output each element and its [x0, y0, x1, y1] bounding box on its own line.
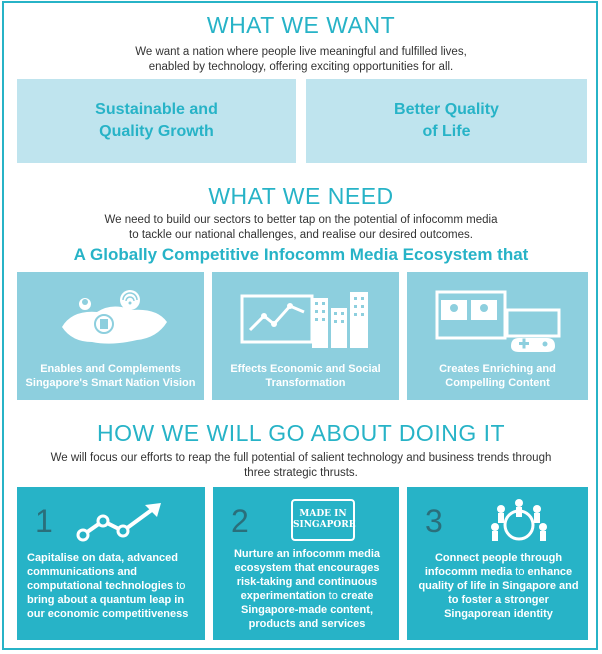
thrust-1-bold: Capitalise on data, advanced communications and computational technologies — [27, 552, 178, 592]
need-card-1-line1: Enables and Complements — [40, 363, 181, 375]
thrust-2-connector: to — [325, 590, 341, 602]
made-in-singapore-stamp — [291, 499, 355, 541]
thrust-3-connector: to — [512, 566, 528, 578]
want-description-line2: enabled by technology, offering exciting opportunities for all. — [148, 61, 454, 73]
thrust-1 — [17, 487, 205, 640]
city-chart-icon — [212, 272, 399, 362]
singapore-map-icon — [17, 272, 204, 362]
stamp-line2: SINGAPORE — [293, 520, 356, 530]
need-card-2-line2: Transformation — [265, 377, 346, 389]
want-heading: WHAT WE WANT — [206, 12, 396, 38]
want-box-growth — [17, 79, 296, 163]
how-description-line1: We will focus our efforts to reap the full potential of salient technology and business trends through — [50, 452, 552, 464]
thrust-3 — [407, 487, 588, 640]
thrust-2-bold: Nurture an infocomm media ecosystem that encourages risk-taking and continuous experimentation — [233, 548, 381, 602]
need-heading: WHAT WE NEED — [208, 183, 394, 209]
need-card-3-line1: Creates Enriching and — [439, 363, 556, 375]
want-description-line1: We want a nation where people live meaningful and fulfilled lives, — [135, 46, 467, 58]
media-gamepad-icon — [407, 272, 588, 362]
thrust-1-connector: to — [173, 580, 186, 592]
thrust-1-number: 1 — [35, 503, 53, 539]
need-card-3-line2: Compelling Content — [445, 377, 550, 389]
want-box-quality — [306, 79, 587, 163]
thrust-3-number: 3 — [425, 503, 443, 539]
stamp-line1: MADE IN — [299, 509, 347, 519]
how-heading: HOW WE WILL GO ABOUT DOING IT — [96, 420, 506, 446]
thrust-1-bold2: bring about a quantum leap in our economic competitiveness — [27, 594, 189, 620]
people-circle-icon — [469, 495, 569, 545]
need-card-1-line2: Singapore's Smart Nation Vision — [25, 377, 196, 389]
need-description-line2: to tackle our national challenges, and realise our desired outcomes. — [129, 229, 473, 241]
want-box-quality-line1: Better Quality — [394, 101, 499, 118]
thrust-3-bold: Connect people through infocomm media — [424, 552, 563, 578]
ecosystem-title: A Globally Competitive Infocomm Media Ecosystem that — [73, 245, 529, 264]
need-card-smart-nation — [17, 272, 204, 400]
need-card-content — [407, 272, 588, 400]
need-card-2-line1: Effects Economic and Social — [230, 363, 381, 375]
thrust-2 — [213, 487, 399, 640]
want-box-growth-line2: Quality Growth — [99, 123, 214, 140]
thrust-2-bold2: create Singapore-made content, products and services — [240, 590, 374, 630]
trend-arrow-icon — [75, 499, 175, 545]
want-box-growth-line1: Sustainable and — [95, 101, 218, 118]
need-card-transformation — [212, 272, 399, 400]
need-description-line1: We need to build our sectors to better tap on the potential of infocomm media — [104, 214, 498, 226]
thrust-3-bold2: enhance quality of life in Singapore and to foster a stronger Singaporean identity — [418, 566, 579, 620]
how-description-line2: three strategic thrusts. — [244, 467, 358, 479]
want-box-quality-line2: of Life — [422, 123, 471, 140]
thrust-2-number: 2 — [231, 503, 249, 539]
